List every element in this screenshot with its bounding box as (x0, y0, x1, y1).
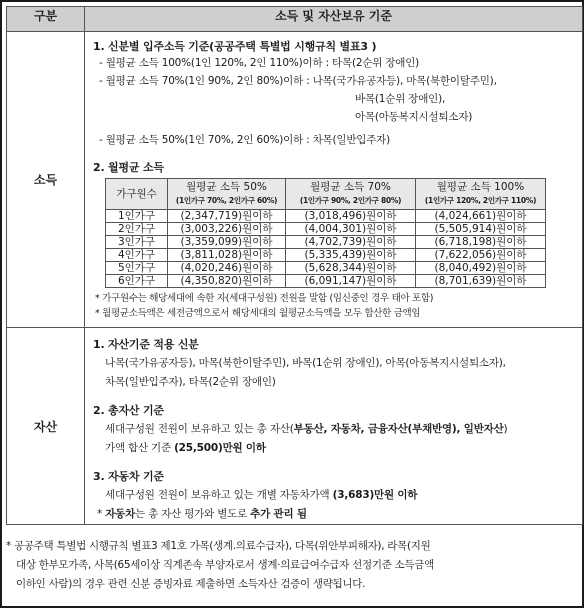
table-cell: (8,040,492)원이하 (416, 262, 546, 275)
col-50 (168, 179, 286, 210)
monthly-income-table (105, 178, 546, 288)
income-section1-title: 1. 신분별 입주소득 기준(공공주택 특별법 시행규칙 별표3 ) (93, 40, 377, 53)
asset-status-line2: 차목(일반입주자), 타목(2순위 장애인) (105, 376, 276, 388)
table-cell: (8,701,639)원이하 (416, 275, 546, 288)
table-row (106, 236, 546, 249)
table-cell: (3,359,099)원이하 (168, 236, 286, 249)
table-cell: (5,335,439)원이하 (286, 249, 416, 262)
income-line-70-c: 아목(아동복지시설퇴소자) (355, 111, 473, 123)
total-asset-paren: ) (503, 423, 508, 435)
total-asset-line2 (105, 439, 582, 458)
asset-row (7, 328, 583, 525)
table-cell: (3,811,028)원이하 (168, 249, 286, 262)
col-70-sub: (1인가구 90%, 2인가구 80%) (299, 196, 402, 205)
income-row (7, 32, 583, 328)
total-asset-line1 (105, 420, 582, 439)
car-note-emphasis: 추가 관리 됨 (250, 508, 307, 520)
criteria-table (6, 6, 583, 525)
table-cell: 2인가구 (106, 223, 168, 236)
income-note-monthly: * 월평균소득액은 세전금액으로서 해당세대의 월평균소득액을 모두 합산한 금액임 (95, 308, 421, 319)
table-cell: (3,018,496)원이하 (286, 210, 416, 223)
table-row (106, 275, 546, 288)
table-cell: (4,350,820)원이하 (168, 275, 286, 288)
car-asset-line2 (97, 505, 582, 524)
income-line-100: - 월평균 소득 100%(1인 120%, 2인 110%)이하 : 타목(2순위 장애인) (99, 57, 420, 69)
header-row (7, 7, 583, 32)
table-row (106, 210, 546, 223)
total-asset-limit: (25,500)만원 이하 (174, 442, 266, 454)
asset-section1-title: 1. 자산기준 적용 신분 (93, 338, 199, 351)
asset-section2-title: 2. 총자산 기준 (93, 404, 164, 417)
table-cell: (7,622,056)원이하 (416, 249, 546, 262)
col-100-sub: (1인가구 120%, 2인가구 110%) (424, 196, 537, 205)
table-row (106, 262, 546, 275)
table-cell: (5,505,914)원이하 (416, 223, 546, 236)
footnote-line1: * 공공주택 특별법 시행규칙 별표3 제1호 가목(생계.의료수급자), 다목(위안부피해자), 라목(지원 (6, 540, 431, 552)
col-70-label: 월평균 소득 70% (310, 181, 391, 193)
car-note-subject: 자동차 (105, 508, 136, 520)
income-content (85, 32, 583, 328)
table-cell: (4,020,246)원이하 (168, 262, 286, 275)
table-cell: (4,024,661)원이하 (416, 210, 546, 223)
table-cell: 5인가구 (106, 262, 168, 275)
table-row (106, 249, 546, 262)
income-line-70-b: 바목(1순위 장애인), (355, 93, 446, 105)
asset-status-line1: 나목(국가유공자등), 마목(북한이탈주민), 바목(1순위 장애인), 아목(아동복지시설퇴소자), (105, 357, 506, 369)
income-section2-title: 2. 월평균 소득 (93, 161, 164, 174)
table-cell: 3인가구 (106, 236, 168, 249)
car-note-bullet: * (97, 508, 106, 520)
col-50-sub: (1인가구 70%, 2인가구 60%) (175, 196, 278, 205)
col-100-label: 월평균 소득 100% (436, 181, 525, 193)
table-cell: 6인가구 (106, 275, 168, 288)
asset-category: 자산 (7, 328, 85, 525)
col-50-label: 월평균 소득 50% (186, 181, 267, 193)
income-line-50: - 월평균 소득 50%(1인 70%, 2인 60%)이하 : 차목(일반입주자) (99, 134, 391, 146)
income-note-household: * 가구원수는 해당세대에 속한 자(세대구성원) 전원을 말함 (임신중인 경우 태아 포함) (95, 293, 434, 304)
table-cell: (3,003,226)원이하 (168, 223, 286, 236)
footnote (6, 537, 582, 594)
col-100 (416, 179, 546, 210)
table-cell: (2,347,719)원이하 (168, 210, 286, 223)
col-household-label: 가구원수 (116, 187, 157, 200)
table-cell: (5,628,344)원이하 (286, 262, 416, 275)
total-asset-basis: 가액 합산 기준 (105, 442, 175, 454)
total-asset-types: 부동산, 자동차, 금융자산(부채반영), 일반자산 (293, 423, 504, 435)
table-cell: (6,091,147)원이하 (286, 275, 416, 288)
footnote-line3: 이하인 사람)의 경우 관련 신분 증빙자료 제출하면 소득자산 검증이 생략됩니다. (16, 578, 366, 590)
table-cell: (6,718,198)원이하 (416, 236, 546, 249)
income-line-70: - 월평균 소득 70%(1인 90%, 2인 80%)이하 : 나목(국가유공자등), 마목(북한이탈주민), (99, 75, 497, 87)
header-category: 구분 (7, 7, 85, 32)
asset-section3-title: 3. 자동차 기준 (93, 470, 164, 483)
car-asset-line1 (105, 486, 582, 505)
footnote-line2: 대상 한부모가족, 사목(65세이상 직계존속 부양자로서 생계·의료급여수급자 선정기준 소득금액 (16, 559, 434, 571)
total-asset-text: 세대구성원 전원이 보유하고 있는 총 자산( (105, 423, 294, 435)
table-cell: (4,702,739)원이하 (286, 236, 416, 249)
asset-content (85, 328, 583, 525)
header-criteria: 소득 및 자산보유 기준 (85, 7, 583, 32)
table-cell: 1인가구 (106, 210, 168, 223)
table-row (106, 223, 546, 236)
car-note-text: 는 총 자산 평가와 별도로 (135, 508, 251, 520)
table-cell: (4,004,301)원이하 (286, 223, 416, 236)
car-asset-text: 세대구성원 전원이 보유하고 있는 개별 자동차가액 (105, 489, 333, 501)
car-asset-limit: (3,683)만원 이하 (332, 489, 418, 501)
table-cell: 4인가구 (106, 249, 168, 262)
col-70 (286, 179, 416, 210)
income-category: 소득 (7, 32, 85, 328)
col-household (106, 179, 168, 210)
income-table-header (106, 179, 546, 210)
